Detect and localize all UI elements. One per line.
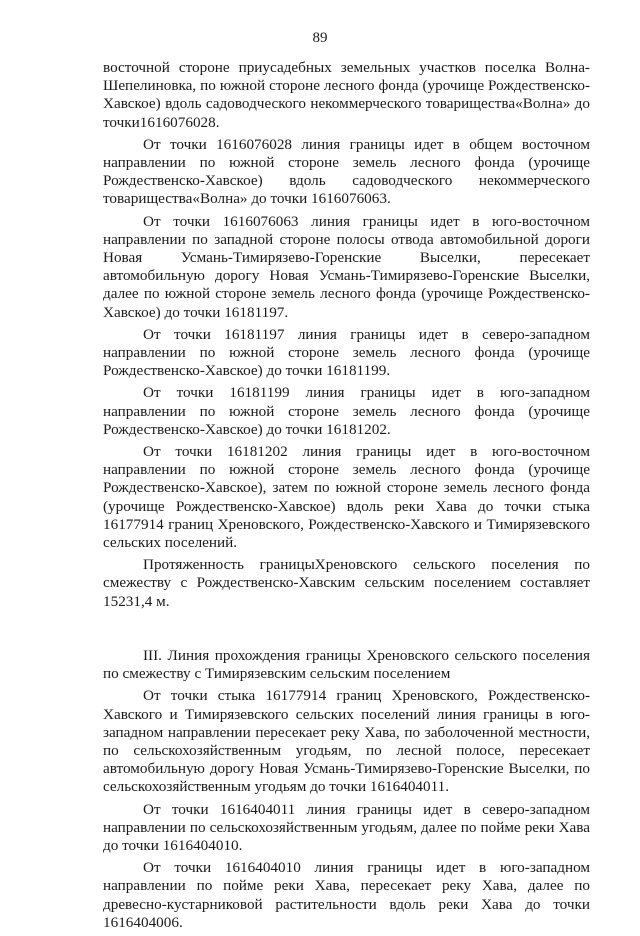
paragraph: От точки стыка 16177914 границ Хреновского, Рождественско-Хавского и Тимирязевского сельских поселений линия границы в юго-западном направлении пересекает реку Хава, по заболоченной местности, по сельскохозяйственным угодьям, по лесной полосе, пересекает автомобильную дорогу Новая Усмань-Тимирязево-Горенские Выселки, по сельскохозяйственным угодьям до точки 1616404011. [103, 687, 590, 796]
paragraph: Протяженность границыХреновского сельского поселения по смежеству с Рождественско-Хавским сельским поселением составляет 15231,4 м. [103, 556, 590, 610]
document-body [103, 59, 590, 936]
paragraph: От точки 16181202 линия границы идет в юго-восточном направлении по южной стороне земель лесного фонда (урочище Рождественско-Хавское), затем по южной стороне земель лесного фонда (урочище Рождественско-Хавское) вдоль реки Хава до точки стыка 16177914 границ Хреновского, Рождественско-Хавского и Тимирязевского сельских поселений. [103, 443, 590, 552]
paragraph: От точки 16181199 линия границы идет в юго-западном направлении по южной стороне земель лесного фонда (урочище Рождественско-Хавское) до точки 16181202. [103, 384, 590, 438]
page-number: 89 [312, 30, 328, 46]
paragraph: От точки 1616404011 линия границы идет в северо-западном направлении по сельскохозяйственным угодьям, далее по пойме реки Хава до точки 1616404010. [103, 800, 590, 854]
paragraph: От точки 1616076028 линия границы идет в общем восточном направлении по южной стороне земель лесного фонда (урочище Рождественско-Хавское) вдоль садоводческого некоммерческого товарищества«Волна» до точки 1616076063. [103, 135, 590, 208]
paragraph: От точки 16181197 линия границы идет в северо-западном направлении по южной стороне земель лесного фонда (урочище Рождественско-Хавское) до точки 16181199. [103, 325, 590, 380]
paragraph: От точки 1616404010 линия границы идет в юго-западном направлении по пойме реки Хава, пересекает реку Хава, далее по древесно-кустарниковой растительности вдоль реки Хава до точки 1616404006. [103, 859, 590, 931]
paragraph: От точки 1616076063 линия границы идет в юго-восточном направлении по западной стороне полосы отвода автомобильной дороги Новая Усмань-Тимирязево-Горенские Выселки, пересекает автомобильную дорогу Новая Усмань-Тимирязево-Горенские Выселки, далее по южной стороне земель лесного фонда (урочище Рождественско-Хавское) до точки 16181197. [103, 212, 590, 321]
section-heading: III. Линия прохождения границы Хреновского сельского поселения по смежеству с Тимирязевским сельским поселением [103, 646, 590, 683]
paragraph-continuation: восточной стороне приусадебных земельных участков поселка Волна-Шепелиновка, по южной стороне лесного фонда (урочище Рождественско-Хавское) вдоль садоводческого некоммерческого товарищества«Волна» до точки1616076028. [103, 59, 590, 131]
